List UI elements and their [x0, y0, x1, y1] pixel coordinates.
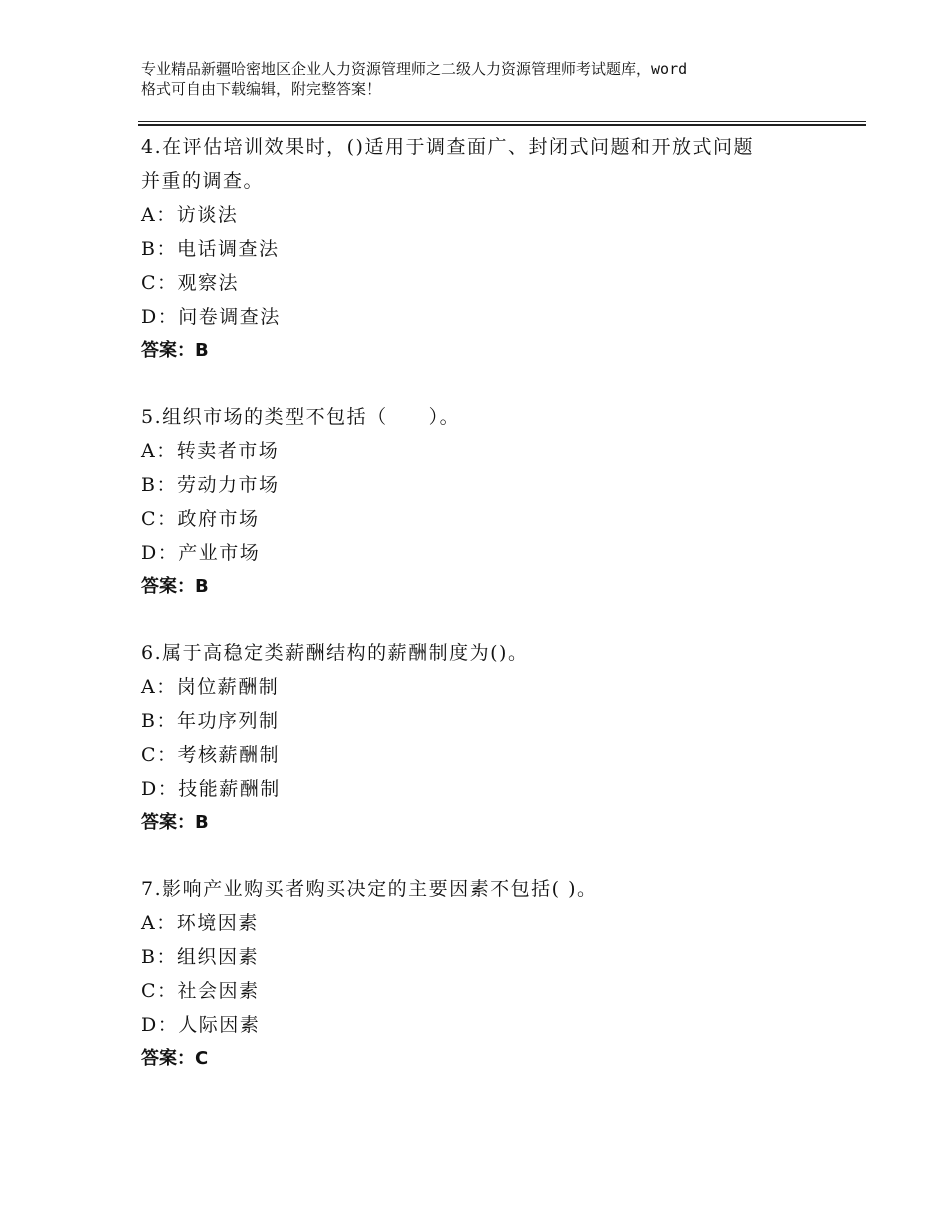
header-divider-thick [138, 124, 866, 126]
question-5 [141, 400, 841, 604]
document-header [141, 59, 841, 99]
option-d: D：产业市场 [141, 542, 261, 564]
option-a: A：转卖者市场 [141, 440, 280, 462]
question-4 [141, 130, 841, 368]
answer-label: 答案：B [141, 340, 209, 361]
answer-label: 答案：C [141, 1048, 209, 1069]
option-d: D：问卷调查法 [141, 306, 281, 328]
option-c: C：社会因素 [141, 980, 260, 1002]
answer-label: 答案：B [141, 812, 209, 833]
question-text: 7.影响产业购买者购买决定的主要因素不包括( )。 [141, 878, 598, 900]
question-text: 6.属于高稳定类薪酬结构的薪酬制度为()。 [141, 642, 529, 664]
option-c: C：观察法 [141, 272, 240, 294]
question-text: 并重的调查。 [141, 170, 265, 192]
option-b: B：年功序列制 [141, 710, 280, 732]
answer-label: 答案：B [141, 576, 209, 597]
header-divider-thin [138, 121, 866, 122]
question-list [141, 130, 841, 1108]
option-a: A：访谈法 [141, 204, 239, 226]
question-text: 5.组织市场的类型不包括（ ）。 [141, 406, 461, 428]
question-7 [141, 872, 841, 1076]
header-line-1: 专业精品新疆哈密地区企业人力资源管理师之二级人力资源管理师考试题库，word [141, 60, 688, 78]
option-a: A：岗位薪酬制 [141, 676, 280, 698]
header-line-2: 格式可自由下载编辑，附完整答案！ [141, 80, 382, 98]
option-b: B：电话调查法 [141, 238, 280, 260]
question-text: 4.在评估培训效果时，()适用于调查面广、封闭式问题和开放式问题 [141, 136, 754, 158]
option-a: A：环境因素 [141, 912, 259, 934]
option-b: B：组织因素 [141, 946, 259, 968]
option-d: D：技能薪酬制 [141, 778, 281, 800]
option-c: C：政府市场 [141, 508, 260, 530]
option-c: C：考核薪酬制 [141, 744, 281, 766]
option-d: D：人际因素 [141, 1014, 261, 1036]
option-b: B：劳动力市场 [141, 474, 280, 496]
question-6 [141, 636, 841, 840]
